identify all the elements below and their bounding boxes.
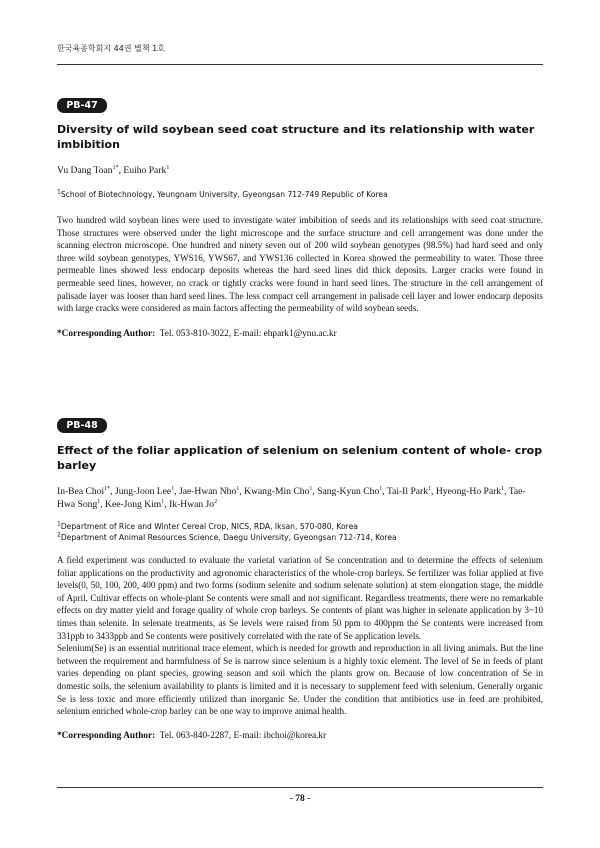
author: Jae-Hwan Nho$^1$,: [178, 485, 245, 497]
footer-rule: [57, 787, 543, 788]
affiliation: $^1$School of Biotechnology, Yeungnam University, Gyeongsan 712-749 Republic of Korea: [57, 188, 388, 199]
author: Tai-Il Park$^1$,: [386, 485, 436, 497]
article-title: Effect of the foliar application of selenium on selenium content of whole- crop barley: [57, 444, 543, 472]
article-pb-47: [57, 95, 543, 341]
affiliation: $^1$Department of Rice and Winter Cereal Crop, NICS, RDA, Iksan, 570-080, Korea: [57, 520, 358, 531]
author: Jung-Joon Lee$^1$,: [114, 485, 179, 497]
article-pb-48: [57, 415, 543, 743]
author: Kee-Jong Kim$^1$,: [105, 498, 170, 510]
author: Hyeong-Ho Park$^1$,: [435, 485, 509, 497]
author-list: [57, 164, 543, 177]
author: Sang-Kyun Cho$^1$,: [317, 485, 387, 497]
page-number: - 78 -: [289, 794, 311, 804]
author: Kwang-Min Cho$^1$,: [244, 485, 318, 497]
abstract-text: A field experiment was conducted to evaluate the varietal variation of Se concentration and to determine the effects of selenium foliar applications on the productivity and agronomic characteristics of the whole-crop barleys. Se fertilizer was foliar applied at five levels(0, 50, 100, 200, 400 ppm) and two forms (sodium selenite and sodium selenate solution) at stem elongation stage, the middle of April. Cultivar effects on whole-plant Se contents were small and not significant. Regardless treatments, there were no remarkable effects on dry matter yield and forage quality of whole crop barleys. Se contents of plant was higher in selenate application by 3~10 times than selenite. In selenate treatments, as Se levels were raised from 50 ppm to 400ppm the Se contents were increased from 331ppb to 3433ppb and Se contents were positively correlated with the rate of Se application levels.: [57, 555, 543, 641]
author: Tae-Hwa Song$^1$,: [57, 486, 526, 510]
author: Euiho Park$^1$: [123, 164, 170, 176]
abstract-number-badge: PB-48: [57, 418, 107, 433]
author: Vu Dang Toan$^{1*}$,: [57, 164, 124, 176]
author: Ik-Hwan Jo$^2$: [169, 498, 218, 510]
corresponding-author: *Corresponding Author: Tel. 063-840-2287, E-mail: ibchoi@korea.kr: [57, 730, 327, 741]
corresponding-author: *Corresponding Author: Tel. 053-810-3022, E-mail: ehpark1@ynu.ac.kr: [57, 328, 337, 339]
author: In-Bea Choi$^{1*}$,: [57, 485, 115, 497]
header-rule: [57, 64, 543, 65]
abstract-text: Two hundred wild soybean lines were used to investigate water imbibition of seeds and its relationships with seed coat structure. Those structures were observed under the light microscope and the surface structure and cell arrangement was done under the scanning electron microscope. One hundred and ninety seven out of 200 wild soybean genotypes (98.5%) had hard seed and only three wild soybean genotypes, YWS16, YWS67, and YWS136 collected in Korea showed the permeability to water. Those three permeable lines showed less endocarp deposits whereas the hard seed lines did thick deposits. Larger cracks were found in permeable seed lines, however, no crack or tightly cracks were found in hard seed lines. The structure in the cell arrangement of palisade layer was looser than hard seed lines. The less compact cell arrangement in palisade cell layer and lower endocarp deposits with large cracks were considered as main factors affecting the permeability of wild soybean seeds.: [57, 215, 543, 314]
article-title: Diversity of wild soybean seed coat structure and its relationship with water imbibition: [57, 123, 535, 151]
running-header: 한국육종학회지 44권 별책 1호: [57, 44, 165, 53]
corresponding-contact: Tel. 063-840-2287, E-mail: ibchoi@korea.kr: [159, 730, 327, 741]
author-list: [57, 485, 543, 511]
corresponding-contact: Tel. 053-810-3022, E-mail: ehpark1@ynu.ac.kr: [159, 328, 337, 339]
affiliation: $^2$Department of Animal Resources Science, Daegu University, Gyeongsan 712-714, Korea: [57, 531, 397, 542]
abstract-text: Selenium(Se) is an essential nutritional trace element, which is needed for growth and reproduction in all living animals. But the line between the requirement and harmfulness of Se is narrow since selenium is a highly toxic element. The level of Se in feeds of plant varies depending on plant species, growing season and soil which the plants grow on. Because of low concentration of Se in domestic soils, the selenium availability to plants is limited and it is necessary to supplement feed with selenium. Generally organic Se is less toxic and more efficiently utilized than inorganic Se. Under the condition that antibiotics use in feed are prohibited, selenium enriched whole-crop barley can be one way to improve animal health.: [57, 643, 543, 717]
abstract-number-badge: PB-47: [57, 98, 107, 113]
